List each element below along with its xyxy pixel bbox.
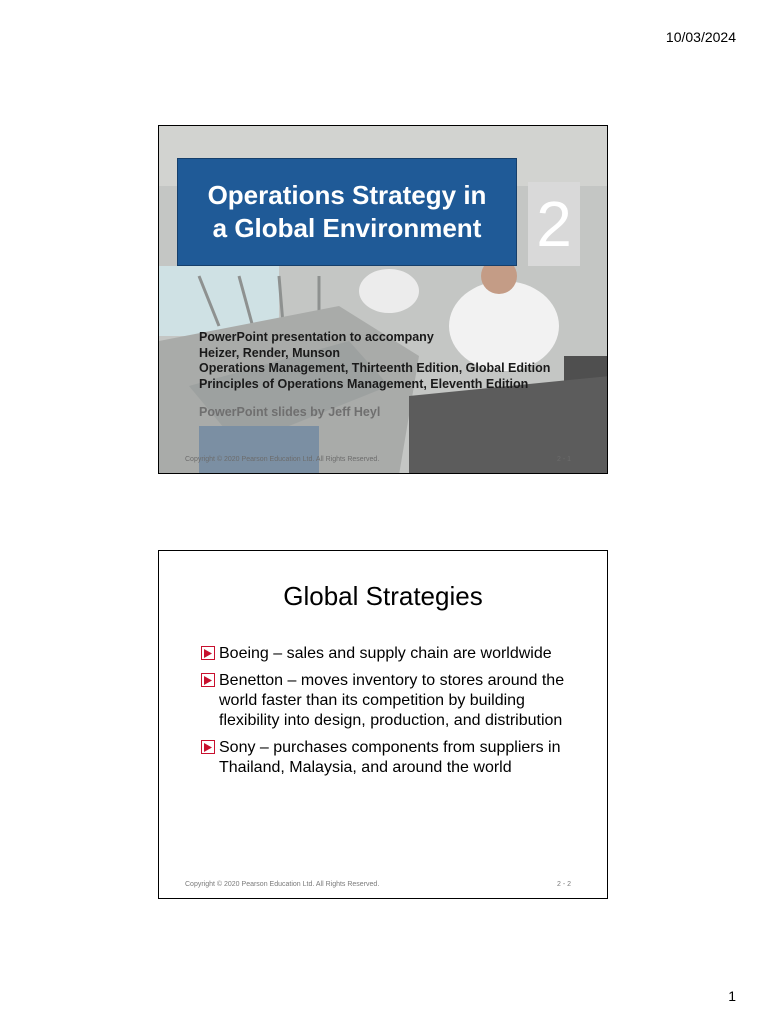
bullet-item	[201, 671, 581, 731]
slide-number: 2 - 2	[556, 881, 571, 888]
slide-title: Global Strategies	[283, 581, 483, 611]
chapter-number: 2	[528, 182, 580, 266]
slide-copyright: Copyright © 2020 Pearson Education Ltd. All Rights Reserved.	[185, 881, 380, 888]
play-arrow-icon	[201, 740, 215, 754]
slide-copyright: Copyright © 2020 Pearson Education Ltd. All Rights Reserved.	[185, 456, 380, 463]
slide-title-line-1: Operations Strategy in	[207, 180, 487, 210]
subtitle-line: Operations Management, Thirteenth Edition, Global Edition	[199, 361, 551, 375]
slide-1	[158, 125, 608, 474]
play-arrow-icon	[201, 646, 215, 660]
play-arrow-icon	[201, 673, 215, 687]
page-date: 10/03/2024	[665, 29, 736, 45]
subtitle-line: Principles of Operations Management, Eleventh Edition	[199, 376, 529, 391]
slides-byline: PowerPoint slides by Jeff Heyl	[199, 405, 381, 419]
subtitle-block	[199, 330, 550, 392]
bullet-list	[201, 644, 581, 785]
page-number: 1	[728, 988, 736, 1004]
subtitle-line: Heizer, Render, Munson	[199, 345, 341, 360]
slide-number: 2 - 1	[556, 456, 571, 463]
slide-title-line-2: a Global Environment	[212, 213, 482, 243]
bullet-text: Boeing – sales and supply chain are worldwide	[219, 645, 552, 662]
subtitle-line: PowerPoint presentation to accompany	[199, 330, 434, 344]
slide-2	[158, 550, 608, 899]
bullet-item	[201, 738, 581, 778]
bullet-item	[201, 644, 581, 664]
bullet-text: Benetton – moves inventory to stores around the world faster than its competition by building flexibility into design, production, and distribution	[219, 672, 565, 729]
slide-title-box	[177, 158, 517, 266]
bullet-text: Sony – purchases components from suppliers in Thailand, Malaysia, and around the world	[219, 739, 561, 776]
